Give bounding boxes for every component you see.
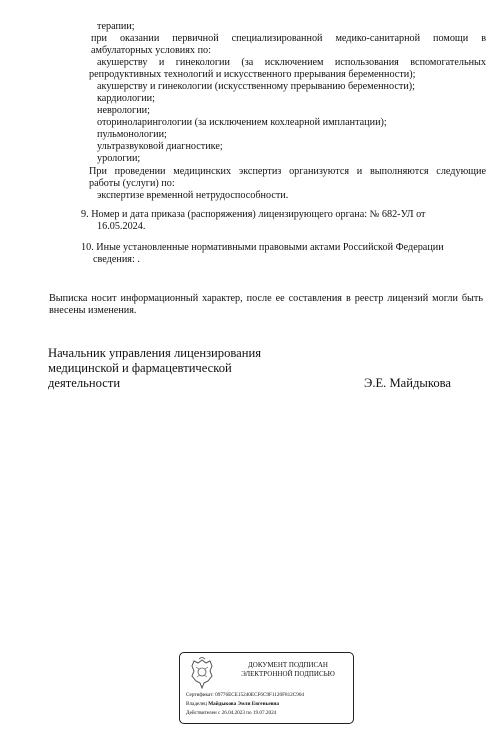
signer-title: Начальник управления лицензирования (48, 346, 262, 360)
other-info-value: сведения: . (93, 254, 140, 265)
text-line: репродуктивных технологий и искусственного прерывания беременности); (89, 69, 416, 80)
certificate-validity: Действителен с 26.04.2023 по 19.07.2024 (186, 710, 277, 716)
emblem-icon (188, 657, 216, 691)
text-line: пульмонологии; (97, 129, 167, 140)
text-line: акушерству и гинекологии (искусственному прерыванию беременности); (97, 81, 415, 92)
text-line: кардиологии; (97, 93, 155, 104)
signer-title: деятельности (48, 376, 121, 390)
owner-name: Майдыкова Эмли Евгеньевна (208, 701, 280, 707)
text-line: ультразвуковой диагностике; (97, 141, 223, 152)
text-line: урологии; (97, 153, 141, 164)
text-line: неврологии; (97, 105, 150, 116)
stamp-header: ДОКУМЕНТ ПОДПИСАН (248, 661, 328, 669)
owner-label: Владелец (186, 701, 207, 707)
order-date-line: 16.05.2024. (97, 221, 146, 232)
text-line: при оказании первичной специализированной медико-санитарной помощи в (91, 33, 486, 44)
disclaimer-line: Выписка носит информационный характер, после ее составления в реестр лицензий могли быть (49, 293, 483, 304)
text-line: терапии; (97, 21, 135, 32)
stamp-header: ЭЛЕКТРОННОЙ ПОДПИСЬЮ (241, 670, 335, 678)
disclaimer-line: внесены изменения. (49, 305, 137, 316)
text-line: оториноларингологии (за исключением кохлеарной имплантации); (97, 117, 387, 128)
certificate-number: Сертификат: 09776ECE15240ECF6C9F1120F812C904 (186, 692, 305, 698)
text-line: работы (услуги) по: (89, 178, 175, 189)
certificate-owner (186, 701, 279, 708)
electronic-signature-stamp (179, 652, 354, 724)
signer-name: Э.Е. Майдыкова (364, 376, 451, 390)
other-info-line: 10. Иные установленные нормативными правовыми актами Российской Федерации (81, 242, 444, 253)
text-line: амбулаторных условиях по: (91, 45, 211, 56)
text-line: акушерству и гинекологии (за исключением использования вспомогательных (97, 57, 486, 68)
text-line: экспертизе временной нетрудоспособности. (97, 190, 289, 201)
text-line: При проведении медицинских экспертиз организуются и выполняются следующие (89, 166, 486, 177)
signer-title: медицинской и фармацевтической (48, 361, 232, 375)
order-number-line: 9. Номер и дата приказа (распоряжения) лицензирующего органа: № 682-УЛ от (81, 209, 426, 220)
